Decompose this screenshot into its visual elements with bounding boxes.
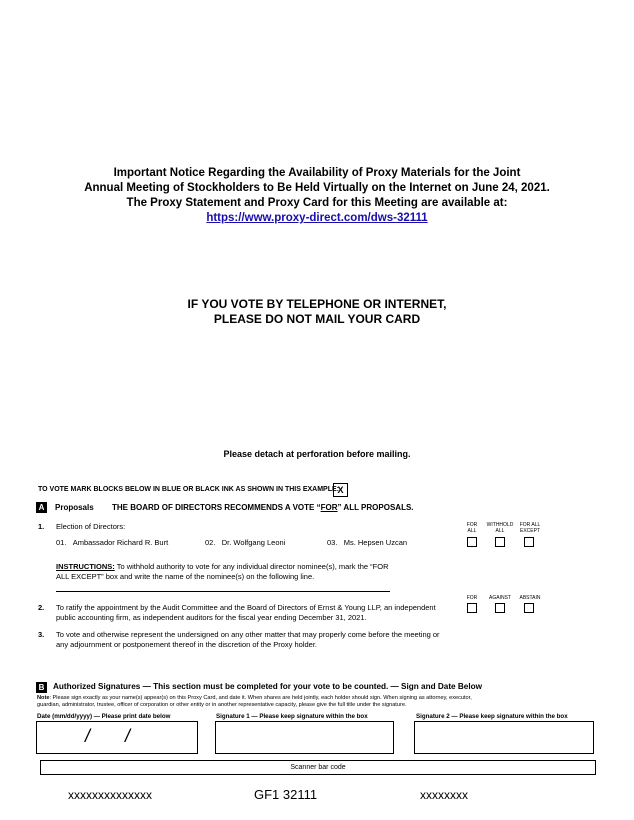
proposal-3-line-1: To vote and otherwise represent the undersigned on any other matter that may properly come before the meeting or xyxy=(56,630,440,639)
col-against: AGAINST xyxy=(489,595,511,601)
section-b-badge: B xyxy=(36,682,47,693)
signature-1-label: Signature 1 — Please keep signature within the box xyxy=(216,713,368,720)
proposal-3-text xyxy=(56,630,440,650)
section-a-badge: A xyxy=(36,502,47,513)
withhold-instructions xyxy=(56,562,388,582)
col-withhold-all: WITHHOLD ALL xyxy=(486,522,514,534)
availability-notice xyxy=(0,166,634,226)
withhold-all-checkbox[interactable] xyxy=(495,537,505,547)
for-all-checkbox[interactable] xyxy=(467,537,477,547)
note-label: Note xyxy=(37,695,50,701)
notice-line-1: Important Notice Regarding the Availability of Proxy Materials for the Joint xyxy=(113,167,521,179)
signature-2-field[interactable] xyxy=(414,721,594,754)
example-mark-box: X xyxy=(333,483,348,497)
col-for-all: FOR ALL xyxy=(466,522,478,534)
date-field[interactable] xyxy=(36,721,198,754)
nominee-1 xyxy=(56,538,168,547)
proposal-1-number: 1. xyxy=(38,522,45,531)
proposal-2-text xyxy=(56,603,436,623)
scanner-bar-code: Scanner bar code xyxy=(40,760,596,775)
proposal-3-number: 3. xyxy=(38,630,45,639)
note-text-1: : Please sign exactly as your name(s) appear(s) on this Proxy Card, and date it. When shares are held jointly, each holder should sign. When signing as attorney, executor, xyxy=(49,695,472,701)
nominee-2 xyxy=(205,538,285,547)
section-a-title: Proposals xyxy=(55,503,94,512)
note-text-2: guardian, administrator, trustee, officer of corporation or other entity or in another representative capacity, please give the full title under the signature. xyxy=(37,701,407,708)
recommendation-post: ” ALL PROPOSALS. xyxy=(337,503,414,512)
nominee-write-in-line[interactable] xyxy=(56,591,390,592)
board-recommendation xyxy=(112,503,414,512)
footer-right-code: xxxxxxxx xyxy=(420,788,468,802)
notice-line-2: Annual Meeting of Stockholders to Be Held Virtually on the Internet on June 24, 2021. xyxy=(84,182,550,194)
proposal-2-line-1: To ratify the appointment by the Audit Committee and the Board of Directors of Ernst & Young LLP, an independent xyxy=(56,603,436,612)
instructions-label: INSTRUCTIONS: xyxy=(56,562,115,571)
nominee-3 xyxy=(327,538,407,547)
date-separator-2: / xyxy=(125,726,131,746)
nominee-2-num: 02. xyxy=(205,538,216,547)
signature-2-label: Signature 2 — Please keep signature within the box xyxy=(416,713,568,720)
footer-form-id: GF1 32111 xyxy=(254,787,318,802)
instructions-text-1: To withhold authority to vote for any individual director nominee(s), mark the “FOR xyxy=(114,562,389,571)
nominee-1-num: 01. xyxy=(56,538,67,547)
date-label: Date (mm/dd/yyyy) — Please print date below xyxy=(37,713,171,720)
mail-notice-line-2: PLEASE DO NOT MAIL YOUR CARD xyxy=(213,312,421,326)
notice-line-3: The Proxy Statement and Proxy Card for this Meeting are available at: xyxy=(126,197,508,209)
proposal-1-text: Election of Directors: xyxy=(56,522,126,531)
proposal-2-number: 2. xyxy=(38,603,45,612)
detach-notice: Please detach at perforation before mailing. xyxy=(223,449,411,459)
signature-note xyxy=(37,695,597,708)
nominee-3-name: Ms. Hepsen Uzcan xyxy=(343,538,408,547)
mail-notice xyxy=(0,297,634,327)
nominee-2-name: Dr. Wolfgang Leoni xyxy=(221,538,286,547)
for-all-except-checkbox[interactable] xyxy=(524,537,534,547)
col-abstain: ABSTAIN xyxy=(519,595,541,601)
proposal-2-line-2: public accounting firm, as independent auditors for the fiscal year ending December 31, 2021. xyxy=(56,613,367,622)
recommendation-for: FOR xyxy=(320,503,338,512)
recommendation-pre: THE BOARD OF DIRECTORS RECOMMENDS A VOTE “ xyxy=(112,503,321,512)
date-separator-1: / xyxy=(85,726,91,746)
proxy-materials-link[interactable]: https://www.proxy-direct.com/dws-32111 xyxy=(206,212,428,224)
proposal-2-abstain-checkbox[interactable] xyxy=(524,603,534,613)
vote-instructions: TO VOTE MARK BLOCKS BELOW IN BLUE OR BLACK INK AS SHOWN IN THIS EXAMPLE: xyxy=(38,486,339,493)
nominee-3-num: 03. xyxy=(327,538,338,547)
proposal-3-line-2: any adjournment or postponement thereof in the discretion of the Proxy holder. xyxy=(56,640,317,649)
col-for: FOR xyxy=(466,595,478,601)
footer-left-code: xxxxxxxxxxxxxx xyxy=(68,788,152,802)
nominee-1-name: Ambassador Richard R. Burt xyxy=(72,538,169,547)
col-for-all-except: FOR ALL EXCEPT xyxy=(519,522,541,534)
proposal-2-against-checkbox[interactable] xyxy=(495,603,505,613)
section-b-title: Authorized Signatures — This section must be completed for your vote to be counted. — Sign and Date Below xyxy=(53,682,482,691)
proposal-2-for-checkbox[interactable] xyxy=(467,603,477,613)
signature-1-field[interactable] xyxy=(215,721,394,754)
mail-notice-line-1: IF YOU VOTE BY TELEPHONE OR INTERNET, xyxy=(187,297,447,311)
instructions-text-2: ALL EXCEPT” box and write the name of the nominee(s) on the following line. xyxy=(56,572,315,581)
